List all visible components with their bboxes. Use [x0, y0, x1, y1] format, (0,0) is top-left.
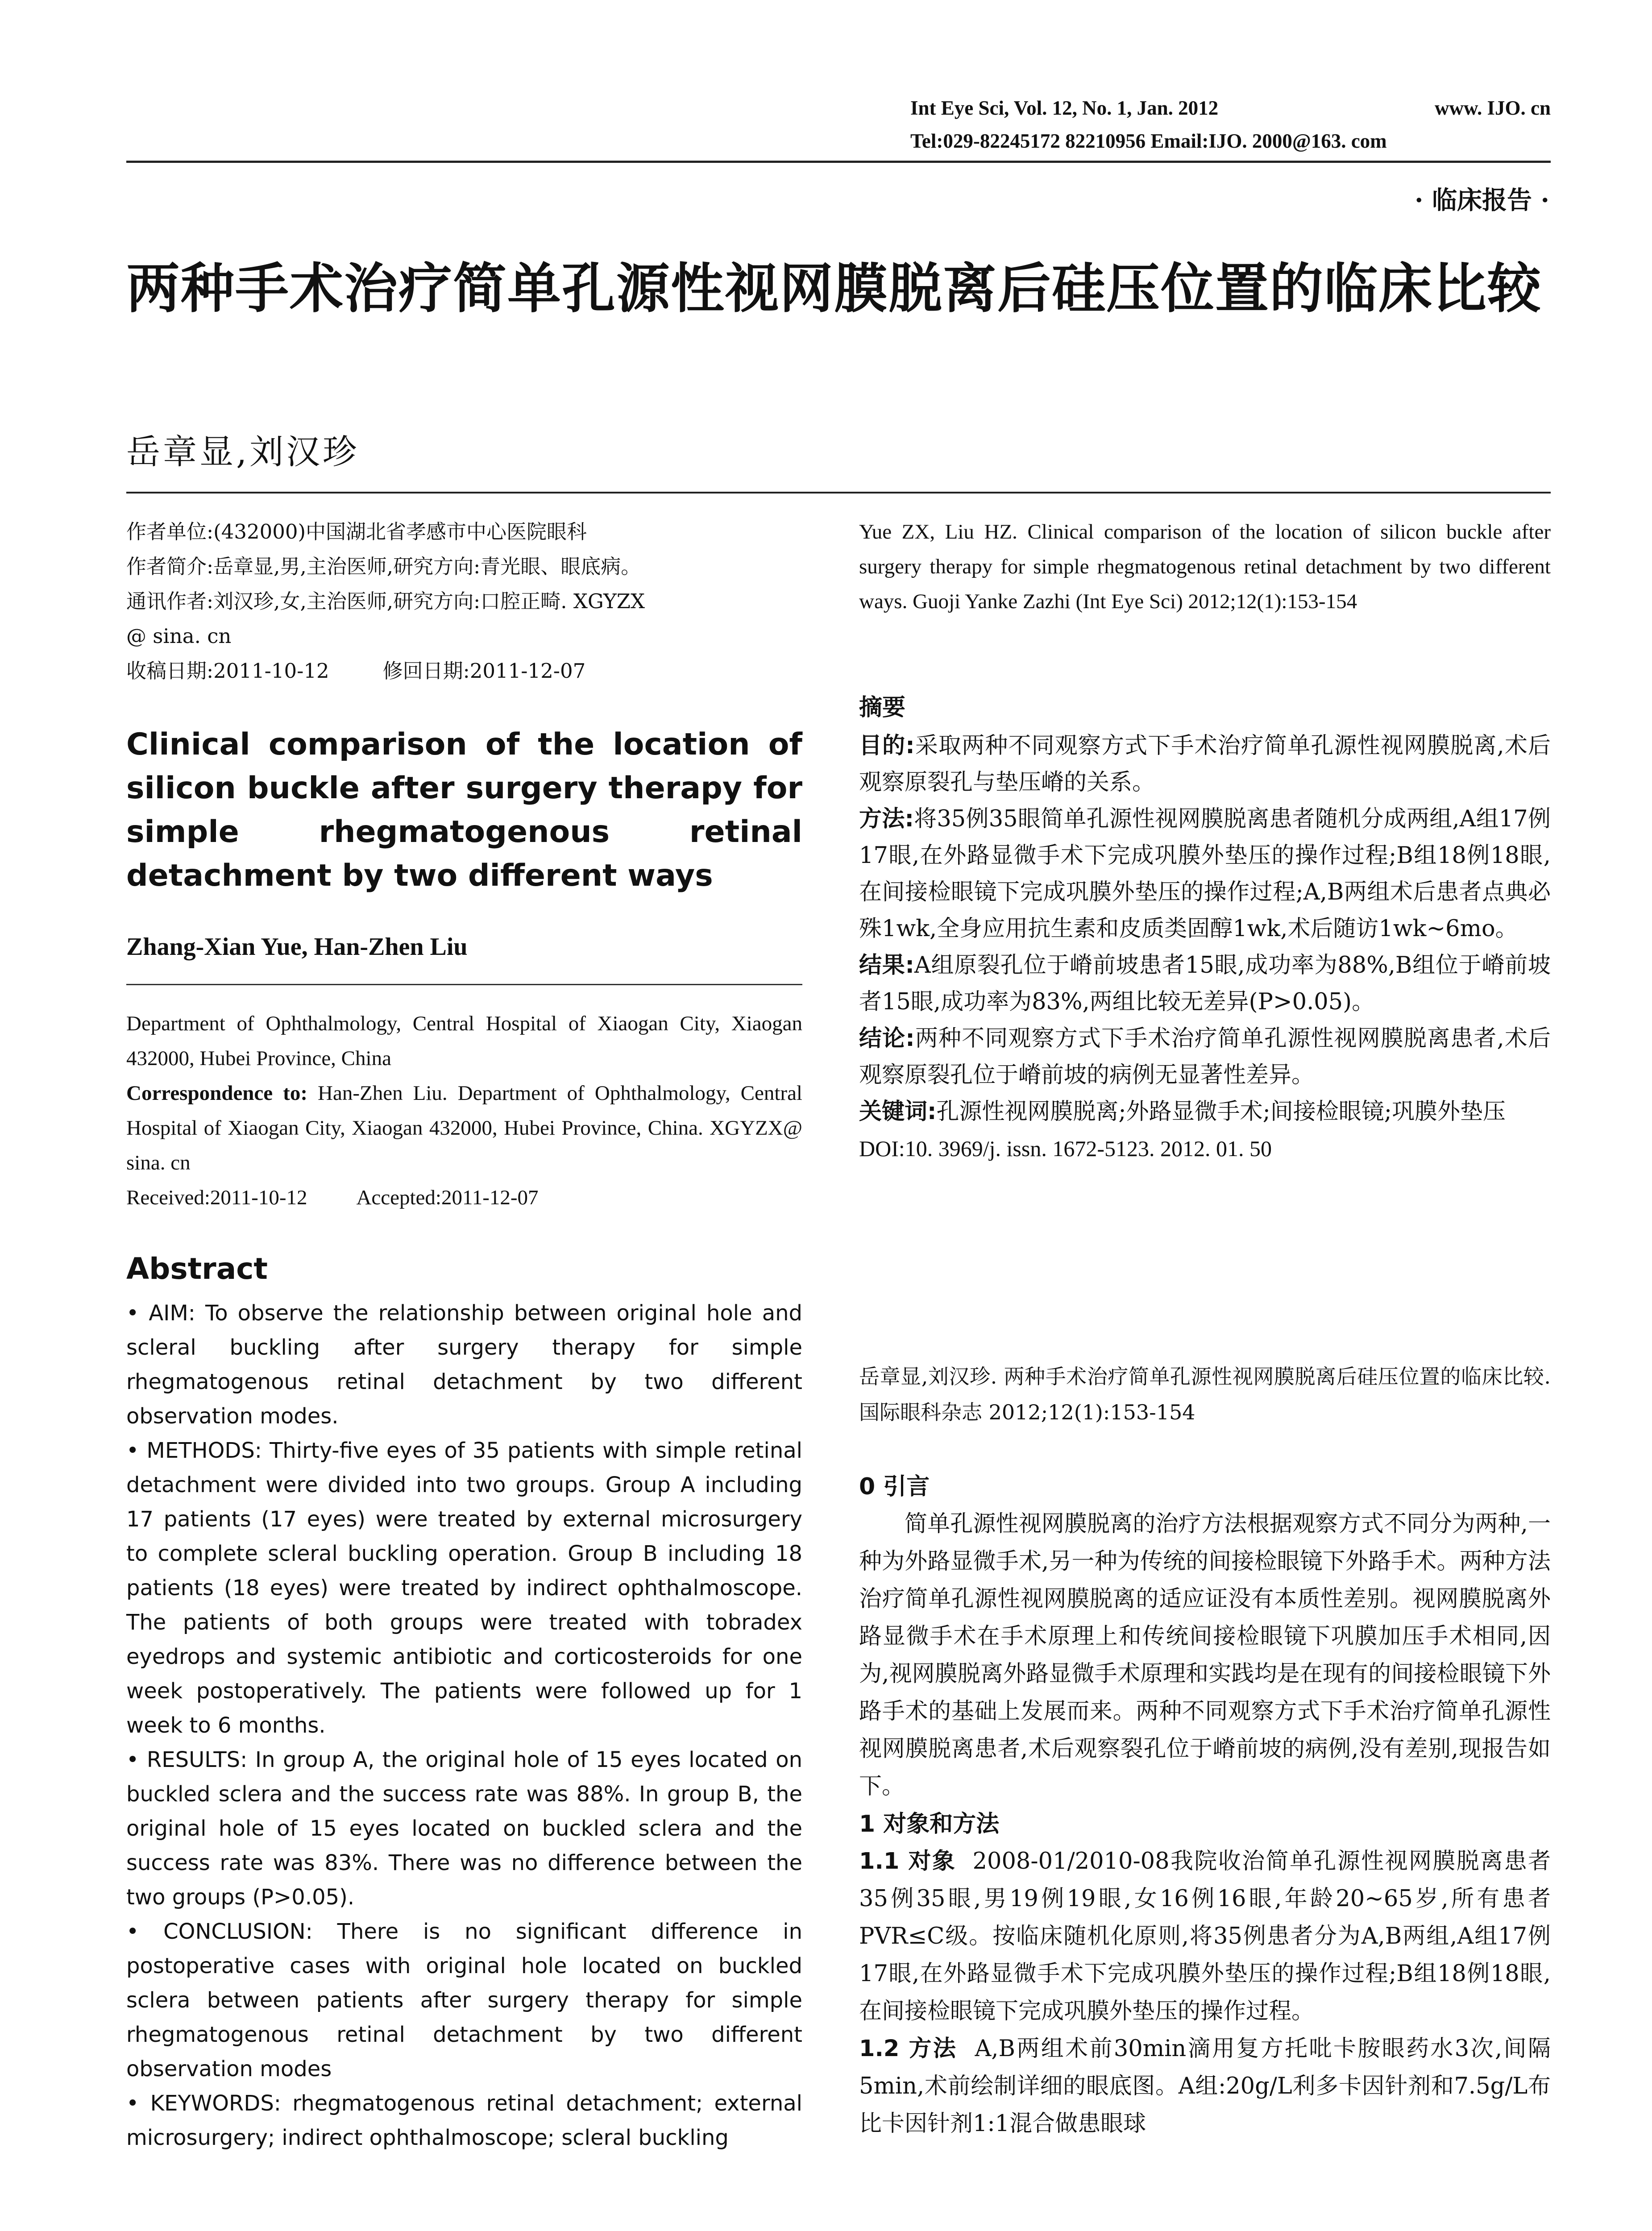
header-rule	[126, 161, 1551, 163]
dates-cn	[126, 654, 802, 688]
affiliation-en	[126, 1006, 802, 1215]
department: Department of Ophthalmology, Central Hospital of Xiaogan City, Xiaogan 432000, Hubei Province, China	[126, 1012, 802, 1070]
abstract-en	[126, 1296, 802, 2155]
article-title-en: Clinical comparison of the location of silicon buckle after surgery therapy for simple rhegmatogenous retinal detachment by two different ways	[126, 727, 802, 893]
abstract-keywords: • KEYWORDS: rhegmatogenous retinal detachment; external microsurgery; indirect ophthalmoscope; scleral buckling	[126, 2091, 802, 2150]
dates-en	[126, 1180, 802, 1215]
correspondence	[126, 1076, 802, 1180]
abstract-results: • RESULTS: In group A, the original hole of 15 eyes located on buckled sclera and the success rate was 88%. In group B, the original hole of 15 eyes located on buckled sclera and the success rate was 83%. There was no difference between the two groups (P>0.05).	[126, 1747, 802, 1910]
abstract-cn-methods: 方法:将35例35眼简单孔源性视网膜脱离患者随机分成两组,A组17例17眼,在外路显微手术下完成巩膜外垫压的操作过程;B组18例18眼,在间接检眼镜下完成巩膜外垫压的操作过程;A,B两组术后患者点典必殊1wk,全身应用抗生素和皮质类固醇1wk,术后随访1wk~6mo。	[859, 806, 1551, 942]
methods-paragraph: 1.2 方法 A,B两组术前30min滴用复方托吡卡胺眼药水3次,间隔5min,术前绘制详细的眼底图。A组:20g/L利多卡因针剂和7.5g/L布比卡因针剂1:1混合做患眼球	[859, 2036, 1551, 2137]
revised-date-cn: 修回日期:2011-12-07	[382, 659, 586, 683]
subjects-label: 1.1 对象	[859, 1848, 956, 1874]
abstract-heading-en: Abstract	[126, 1252, 268, 1286]
abstract-cn	[859, 689, 1551, 1167]
abstract-cn-conclusion: 结论:两种不同观察方式下手术治疗简单孔源性视网膜脱离患者,术后观察原裂孔位于嵴前坡的病例无显著性差异。	[859, 1025, 1551, 1088]
journal-info: Int Eye Sci, Vol. 12, No. 1, Jan. 2012	[910, 97, 1219, 119]
subjects-paragraph: 1.1 对象 2008-01/2010-08我院收治简单孔源性视网膜脱离患者35例35眼,男19例19眼,女16例16眼,年龄20~65岁,所有患者PVR≤C级。按临床随机化原则,将35例患者分为A,B两组,A组17例17眼,在外路显微手术下完成巩膜外垫压的操作过程;B组18例18眼,在间接检眼镜下完成巩膜外垫压的操作过程。	[859, 1848, 1551, 2024]
citation-cn: 岳章显,刘汉珍. 两种手术治疗简单孔源性视网膜脱离后硅压位置的临床比较. 国际眼科杂志 2012;12(1):153-154	[859, 1364, 1551, 1424]
methods-label: 1.2 方法	[859, 2036, 958, 2062]
author-intro: 作者简介:岳章显,男,主治医师,研究方向:青光眼、眼底病。	[126, 555, 641, 578]
accepted-date-en: Accepted:2011-12-07	[356, 1186, 539, 1209]
abstract-conclusion: • CONCLUSION: There is no significant difference in postoperative cases with original hole located on buckled sclera between patients after surgery therapy for simple rhegmatogenous retinal detachment by two different observation modes	[126, 1919, 802, 2082]
section-tag: · 临床报告 ·	[1415, 186, 1549, 215]
abstract-cn-keywords: 关键词:孔源性视网膜脱离;外路显微手术;间接检眼镜;巩膜外垫压	[859, 1099, 1506, 1125]
abstract-heading-cn: 摘要	[859, 694, 906, 721]
intro-paragraph: 简单孔源性视网膜脱离的治疗方法根据观察方式不同分为两种,一种为外路显微手术,另一种为传统的间接检眼镜下外路手术。两种方法治疗简单孔源性视网膜脱离的适应证没有本质性差别。视网膜脱离外路显微手术在手术原理上和传统间接检眼镜下巩膜加压手术相同,因为,视网膜脱离外路显微手术原理和实践均是在现有的间接检眼镜下外路手术的基础上发展而来。两种不同观察方式下手术治疗简单孔源性视网膜脱离患者,术后观察裂孔位于嵴前坡的病例,没有差别,现报告如下。	[859, 1511, 1551, 1800]
abstract-cn-results: 结果:A组原裂孔位于嵴前坡患者15眼,成功率为88%,B组位于嵴前坡者15眼,成功率为83%,两组比较无差异(P>0.05)。	[859, 952, 1551, 1015]
authors-en: Zhang-Xian Yue, Han-Zhen Liu	[126, 933, 468, 961]
doi[interactable]: DOI:10. 3969/j. issn. 1672-5123. 2012. 01. 50	[859, 1136, 1272, 1161]
received-date-en: Received:2011-10-12	[126, 1186, 307, 1209]
journal-website[interactable]: www. IJO. cn	[1434, 97, 1551, 119]
abstract-methods: • METHODS: Thirty-five eyes of 35 patients with simple retinal detachment were divided into two groups. Group A including 17 patients (17 eyes) were treated by external microsurgery to complete scleral buckling operation. Group B including 18 patients (18 eyes) were treated by indirect ophthalmoscope. The patients of both groups were treated with tobradex eyedrops and systemic antibiotic and corticosteroids for one week postoperatively. The patients were followed up for 1 week to 6 months.	[126, 1438, 802, 1738]
article-body	[859, 1468, 1551, 2143]
abstract-aim: • AIM: To observe the relationship between original hole and scleral buckling after surgery therapy for simple rhegmatogenous retinal detachment by two different observation modes.	[126, 1301, 802, 1429]
intro-heading: 0 引言	[859, 1473, 930, 1500]
authors-rule	[126, 984, 802, 985]
title-rule	[126, 492, 1551, 493]
correspondence-label: Correspondence to:	[126, 1082, 307, 1105]
article-title-cn: 两种手术治疗简单孔源性视网膜脱离后硅压位置的临床比较	[126, 258, 1542, 320]
correspondence-text: Han-Zhen Liu. Department of Ophthalmology, Central Hospital of Xiaogan City, Xiaogan 432000, Hubei Province, China. XGYZX@ sina. cn	[126, 1082, 802, 1174]
authors-cn: 岳章显,刘汉珍	[126, 432, 360, 472]
journal-contact: Tel:029-82245172 82210956 Email:IJO. 2000@163. com	[910, 130, 1387, 152]
methods-heading: 1 对象和方法	[859, 1811, 1000, 1837]
author-meta-cn	[126, 514, 802, 688]
abstract-cn-aim: 目的:采取两种不同观察方式下手术治疗简单孔源性视网膜脱离,术后观察原裂孔与垫压嵴的关系。	[859, 733, 1551, 796]
corresponding-email: @ sina. cn	[126, 624, 232, 648]
corresponding-author: 通讯作者:刘汉珍,女,主治医师,研究方向:口腔正畸. XGYZX	[126, 589, 645, 613]
citation-en: Yue ZX, Liu HZ. Clinical comparison of the location of silicon buckle after surgery therapy for simple rhegmatogenous retinal detachment by two different ways. Guoji Yanke Zazhi (Int Eye Sci) 2012;12(1):153-154	[859, 520, 1551, 613]
journal-header	[910, 91, 1551, 158]
received-date-cn: 收稿日期:2011-10-12	[126, 659, 329, 683]
author-unit: 作者单位:(432000)中国湖北省孝感市中心医院眼科	[126, 520, 587, 543]
